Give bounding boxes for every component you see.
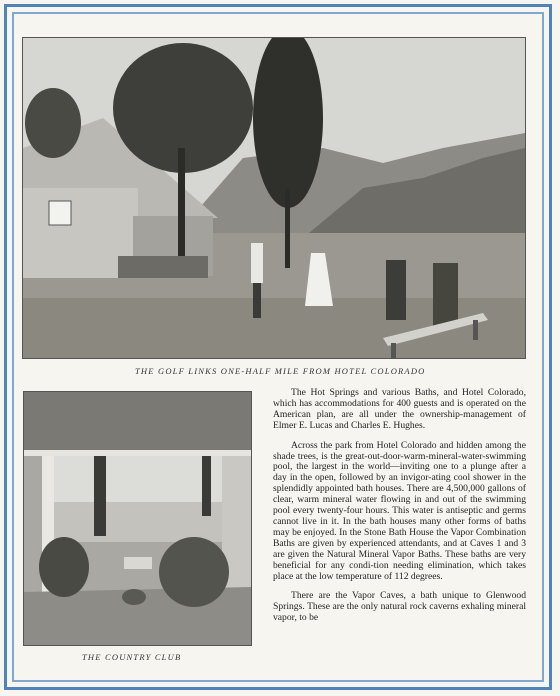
body-text (273, 388, 526, 633)
paragraph: Across the park from Hotel Colorado and hidden among the shade trees, is the great-out-door-warm-mineral-water-swimming pool, the largest in the world—inviting one to a plunge after a day in the open, followed by an invigor-ating cool shower in the splendidly appointed bath houses. There are 4,500,000 gallons of clear, warm mineral water flowing in and out of the swimming pool every twenty-four hours. This water is antiseptic and germs cannot live in it. In the bath houses many other forms of baths may be enjoyed. In the Stone Bath House the Vapor Combination Baths are given by experienced attendants, and at Caves 1 and 3 are given the Natural Mineral Vapor Baths. These baths are very beneficial for any condi-tion needing elimination, which takes place at the low temperature of 112 degrees. (273, 439, 526, 582)
golf-links-photo (23, 38, 525, 358)
country-club-caption: THE COUNTRY CLUB (82, 652, 182, 662)
paragraph: There are the Vapor Caves, a bath unique to Glenwood Springs. These are the only natural rock caverns exhaling mineral vapor, to be (273, 590, 526, 624)
paragraph: The Hot Springs and various Baths, and Hotel Colorado, which has accommodations for 400 guests and is operated on the American plan, are all under the ownership-management of Elmer E. Lucas and Charles E. Hughes. (273, 387, 526, 431)
country-club-photo (24, 392, 251, 645)
golf-links-caption: THE GOLF LINKS ONE-HALF MILE FROM HOTEL COLORADO (135, 366, 426, 376)
